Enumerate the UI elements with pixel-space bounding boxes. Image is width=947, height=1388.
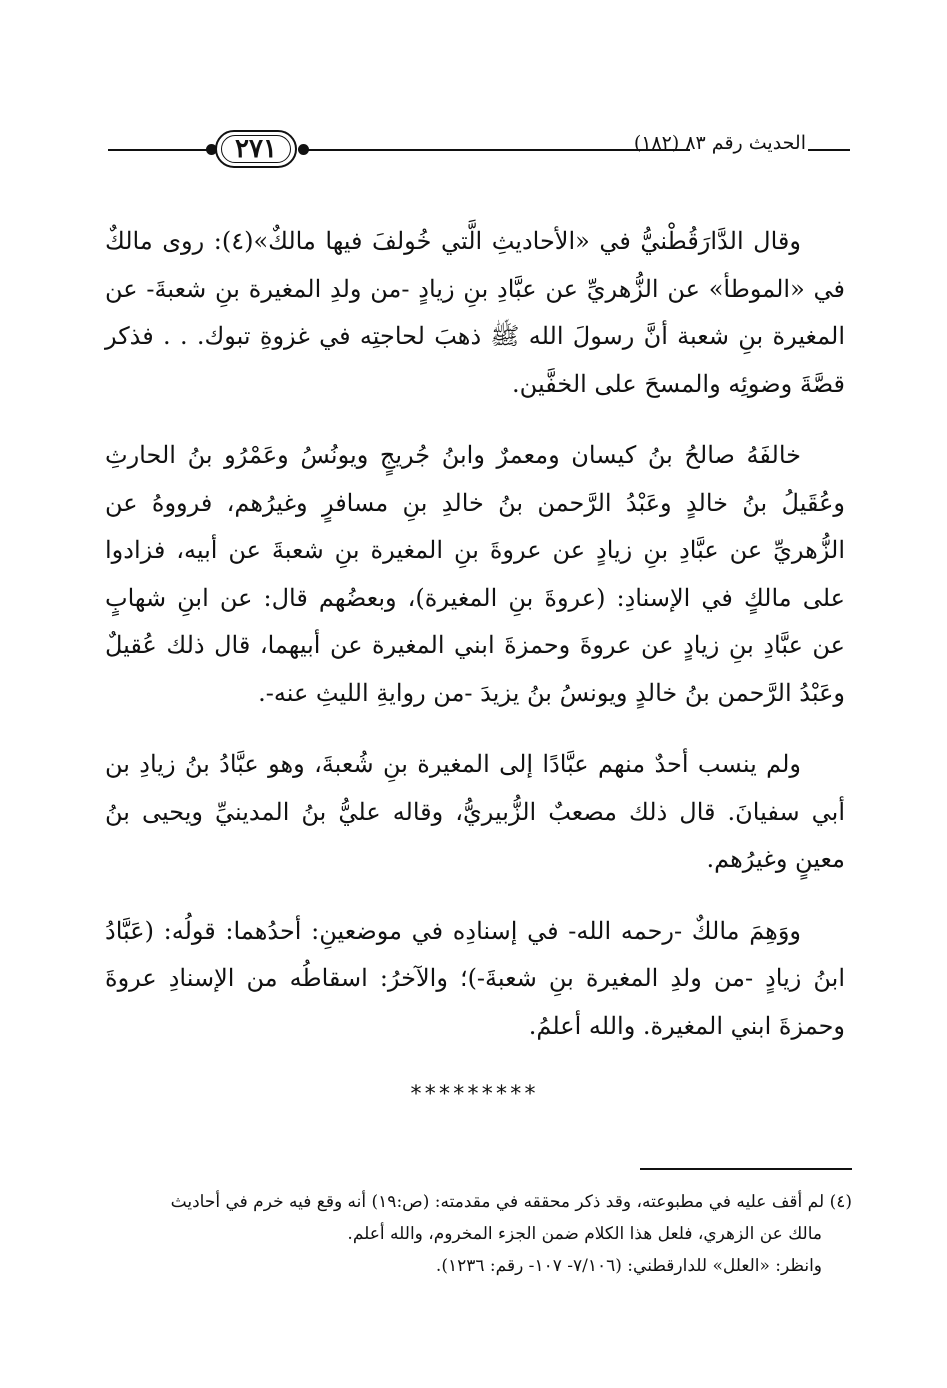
header-rule-middle — [308, 149, 690, 151]
running-title: الحديث رقم ٨٣ (١٨٢) — [633, 132, 806, 154]
footnote-rule — [640, 1168, 852, 1170]
footnotes — [110, 1186, 852, 1282]
page-number-text: ٢٧١ — [235, 134, 277, 164]
page-number — [215, 130, 297, 168]
running-header — [108, 125, 850, 175]
paragraph: خالفَهُ صالحُ بنُ كيسان ومعمرٌ وابنُ جُريجٍ ويونُسُ وعَمْرُو بنُ الحارثِ وعُقَيلُ بنُ خالدٍ وعَبْدُ الرَّحمن بنُ خالدِ بنِ مسافرٍ وغيرُهم، فرووهُ عن الزُّهريِّ عن عبَّادِ بنِ زيادٍ عن عروةَ بنِ المغيرة بنِ شعبةَ عن أبيه، فزادوا على مالكٍ في الإسنادِ: (عروةَ بنِ المغيرة)، وبعضُهم قال: عن ابنِ شهابٍ عن عبَّادِ بنِ زيادٍ عن عروةَ وحمزةَ ابني المغيرة عن أبيهما، قال ذلك عُقيلٌ وعَبْدُ الرَّحمن بنُ خالدٍ ويونسُ بنُ يزيدَ -من روايةِ الليثِ عنه-. — [105, 441, 846, 707]
footnote-line: (٤) لم أقف عليه في مطبوعته، وقد ذكر محققه في مقدمته: (ص:١٩) أنه وقع فيه خرم في أحاديث — [170, 1192, 852, 1212]
header-rule-right — [808, 149, 850, 151]
paragraph: ولم ينسب أحدٌ منهم عبَّادًا إلى المغيرة بنِ شُعبةَ، وهو عبَّادُ بنُ زيادِ بن أبي سفيانَ. قال ذلك مصعبٌ الزُّبيريُّ، وقاله عليُّ بنُ المدينيِّ ويحيى بنُ معينٍ وغيرُهم. — [105, 750, 845, 873]
paragraph: وقال الدَّارَقُطْنيُّ في «الأحاديثِ الَّتي خُولفَ فيها مالكٌ»(٤): روى مالكٌ في «الموطأ» عن الزُّهريِّ عن عبَّادِ بنِ زيادٍ -من ولدِ المغيرة بنِ شعبةَ- عن المغيرة بنِ شعبة أنَّ رسولَ الله ﷺ ذهبَ لحاجتِه في غزوةِ تبوك. . . فذكر قصَّةَ وضوئِه والمسحَ على الخفَّين. — [105, 227, 845, 398]
footnote-line: وانظر: «العلل» للدارقطني: (٧/١٠٦- ١٠٧- رقم: ١٢٣٦). — [435, 1256, 822, 1276]
section-separator: ********* — [409, 1082, 538, 1107]
paragraph: ووَهِمَ مالكٌ -رحمه الله- في إسنادِه في موضعينِ: أحدُهما: قولُه: (عَبَّادُ ابنُ زيادٍ -من ولدِ المغيرة بنِ شعبةَ-)؛ والآخرُ: اسقاطُه من الإسنادِ عروةَ وحمزةَ ابني المغيرة. والله أعلمُ. — [105, 916, 845, 1040]
footnote-line: مالك عن الزهري، فلعل هذا الكلام ضمن الجزء المخروم، والله أعلم. — [347, 1224, 822, 1244]
header-rule-left — [108, 149, 208, 151]
main-text — [105, 218, 845, 1050]
